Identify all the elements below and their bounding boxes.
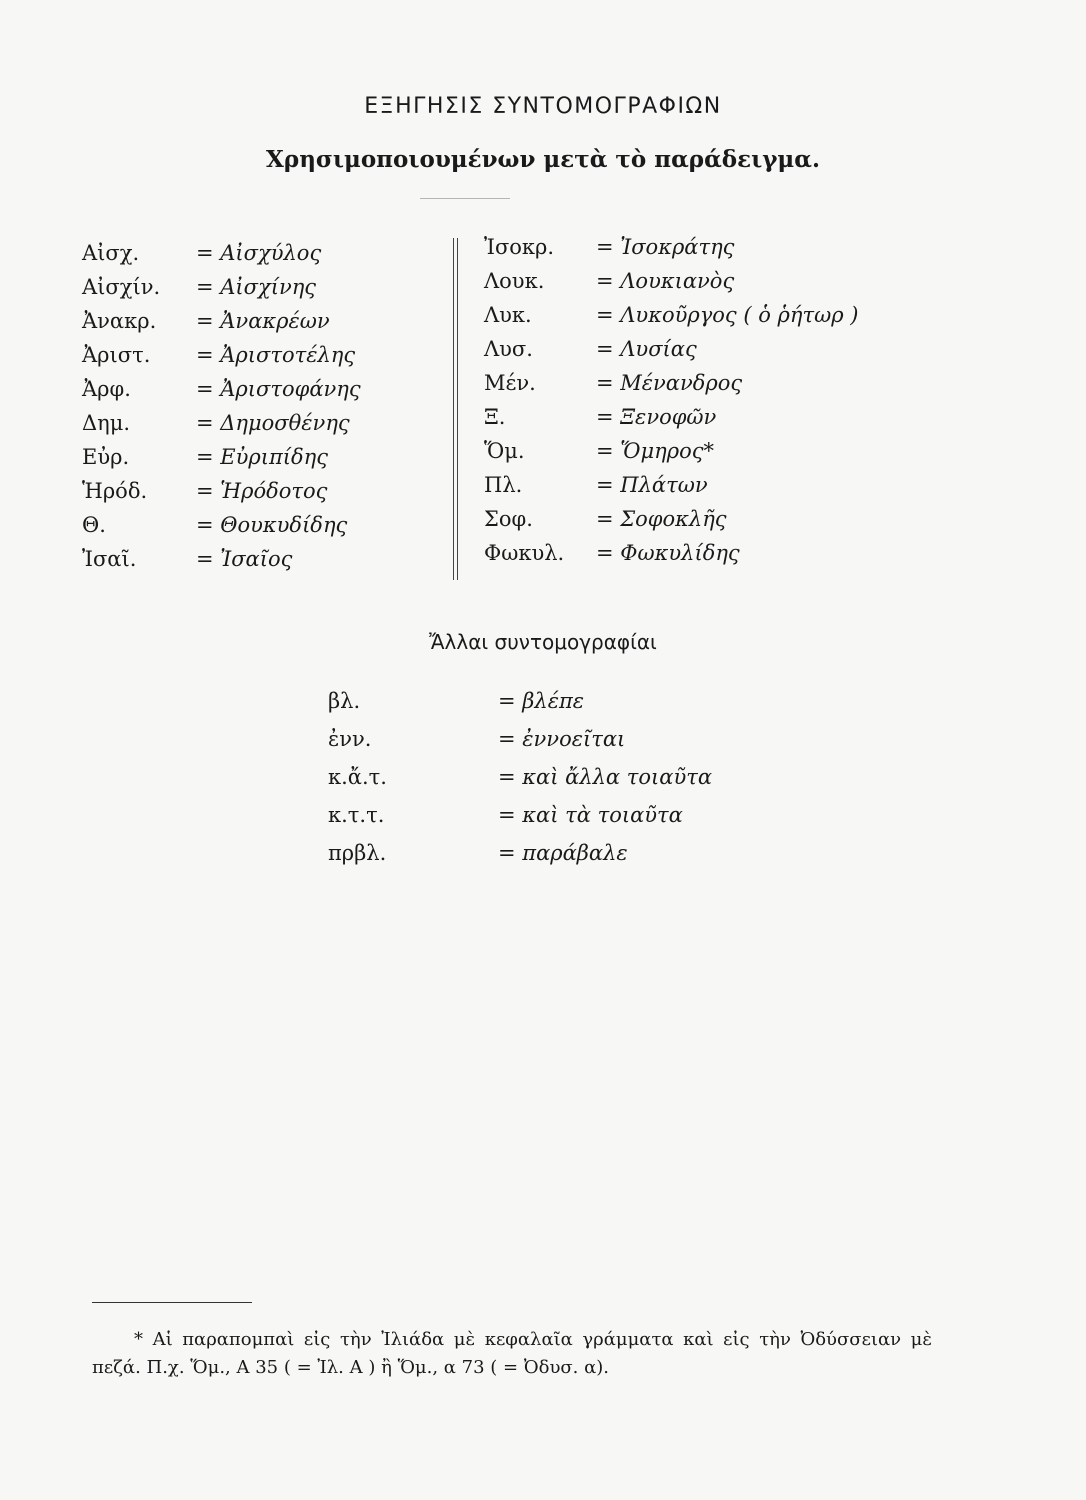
list-item <box>484 368 924 402</box>
list-item <box>82 544 452 578</box>
list-item <box>484 470 924 504</box>
list-item <box>82 238 452 272</box>
abbreviation: Ἀνακρ. <box>82 309 157 333</box>
list-item <box>328 724 748 762</box>
abbreviation: Εὐρ. <box>82 445 130 469</box>
expansion: = Λυσίας <box>596 337 697 361</box>
list-item <box>484 538 924 572</box>
abbreviation: ἐνν. <box>328 727 372 751</box>
section-heading: Ἄλλαι συντομογραφίαι <box>429 630 657 654</box>
list-item <box>82 476 452 510</box>
abbreviation: Σοφ. <box>484 507 533 531</box>
title-divider <box>420 198 510 199</box>
column-divider <box>457 238 458 580</box>
abbreviation: πρβλ. <box>328 841 387 865</box>
expansion: = Πλάτων <box>596 473 708 497</box>
expansion: = Ἡρόδοτος <box>196 479 328 503</box>
expansion: = καὶ τὰ τοιαῦτα <box>498 803 683 827</box>
column-divider <box>453 238 454 580</box>
abbreviation: Ἰσοκρ. <box>484 235 555 259</box>
expansion: = Θουκυδίδης <box>196 513 348 537</box>
expansion: = ἐννοεῖται <box>498 727 626 751</box>
abbreviation-list-right <box>484 232 924 572</box>
expansion: = Ὅμηρος* <box>596 439 714 463</box>
expansion: = βλέπε <box>498 689 585 713</box>
list-item <box>328 762 748 800</box>
expansion: = Ἀνακρέων <box>196 309 330 333</box>
abbreviation: βλ. <box>328 689 361 713</box>
list-item <box>82 442 452 476</box>
list-item <box>484 334 924 368</box>
expansion: = Μένανδρος <box>596 371 743 395</box>
list-item <box>82 374 452 408</box>
other-abbreviation-list <box>328 686 748 876</box>
abbreviation: Ξ. <box>484 405 506 429</box>
expansion: = Ἰσοκράτης <box>596 235 735 259</box>
abbreviation: Δημ. <box>82 411 131 435</box>
abbreviation: Μέν. <box>484 371 536 395</box>
abbreviation: Λυσ. <box>484 337 533 361</box>
list-item <box>82 408 452 442</box>
abbreviation: Λυκ. <box>484 303 532 327</box>
expansion: = Δημοσθένης <box>196 411 350 435</box>
expansion: = Εὐριπίδης <box>196 445 328 469</box>
footnote: * Αἱ παραπομπαὶ εἰς τὴν Ἰλιάδα μὲ κεφαλαῖα γράμματα καὶ εἰς τὴν Ὀδύσσειαν μὲ πεζά. Π.χ. Ὅμ., Α 35 ( = Ἰλ. Α ) ἢ Ὅμ., α 73 ( = Ὀδυσ. α). <box>92 1329 932 1378</box>
expansion: = καὶ ἄλλα τοιαῦτα <box>498 765 713 789</box>
list-item <box>82 272 452 306</box>
page-title: ΕΞΗΓΗΣΙΣ ΣΥΝΤΟΜΟΓΡΑΦΙΩΝ <box>364 94 722 119</box>
page-subtitle: Χρησιμοποιουμένων μετὰ τὸ παράδειγμα. <box>266 146 820 173</box>
list-item <box>328 838 748 876</box>
list-item <box>82 340 452 374</box>
abbreviation-list-left <box>82 238 452 578</box>
expansion: = παράβαλε <box>498 841 628 865</box>
abbreviation: Ἰσαῖ. <box>82 547 137 571</box>
list-item <box>484 232 924 266</box>
abbreviation: Αἰσχ. <box>82 241 140 265</box>
expansion: = Ἀριστοφάνης <box>196 377 361 401</box>
footnote-rule <box>92 1302 252 1303</box>
list-item <box>328 686 748 724</box>
abbreviation: κ.ἄ.τ. <box>328 765 387 789</box>
expansion: = Φωκυλίδης <box>596 541 740 565</box>
expansion: = Ἰσαῖος <box>196 547 293 571</box>
abbreviation: Ἀριστ. <box>82 343 151 367</box>
list-item <box>484 504 924 538</box>
abbreviation: Ὅμ. <box>484 439 525 463</box>
expansion: = Λουκιανὸς <box>596 269 735 293</box>
expansion: = Σοφοκλῆς <box>596 507 727 531</box>
abbreviation: κ.τ.τ. <box>328 803 385 827</box>
abbreviation: Πλ. <box>484 473 523 497</box>
list-item <box>484 266 924 300</box>
abbreviation: Φωκυλ. <box>484 541 565 565</box>
expansion: = Λυκοῦργος ( ὁ ῥήτωρ ) <box>596 303 859 327</box>
expansion: = Ξενοφῶν <box>596 405 717 429</box>
abbreviation: Ἡρόδ. <box>82 479 148 503</box>
list-item <box>82 510 452 544</box>
abbreviation: Θ. <box>82 513 106 537</box>
expansion: = Ἀριστοτέλης <box>196 343 356 367</box>
abbreviation: Αἰσχίν. <box>82 275 161 299</box>
list-item <box>328 800 748 838</box>
abbreviation: Λουκ. <box>484 269 545 293</box>
list-item <box>484 436 924 470</box>
list-item <box>484 402 924 436</box>
abbreviation: Ἀρφ. <box>82 377 131 401</box>
expansion: = Αἰσχίνης <box>196 275 317 299</box>
expansion: = Αἰσχύλος <box>196 241 322 265</box>
list-item <box>484 300 924 334</box>
list-item <box>82 306 452 340</box>
